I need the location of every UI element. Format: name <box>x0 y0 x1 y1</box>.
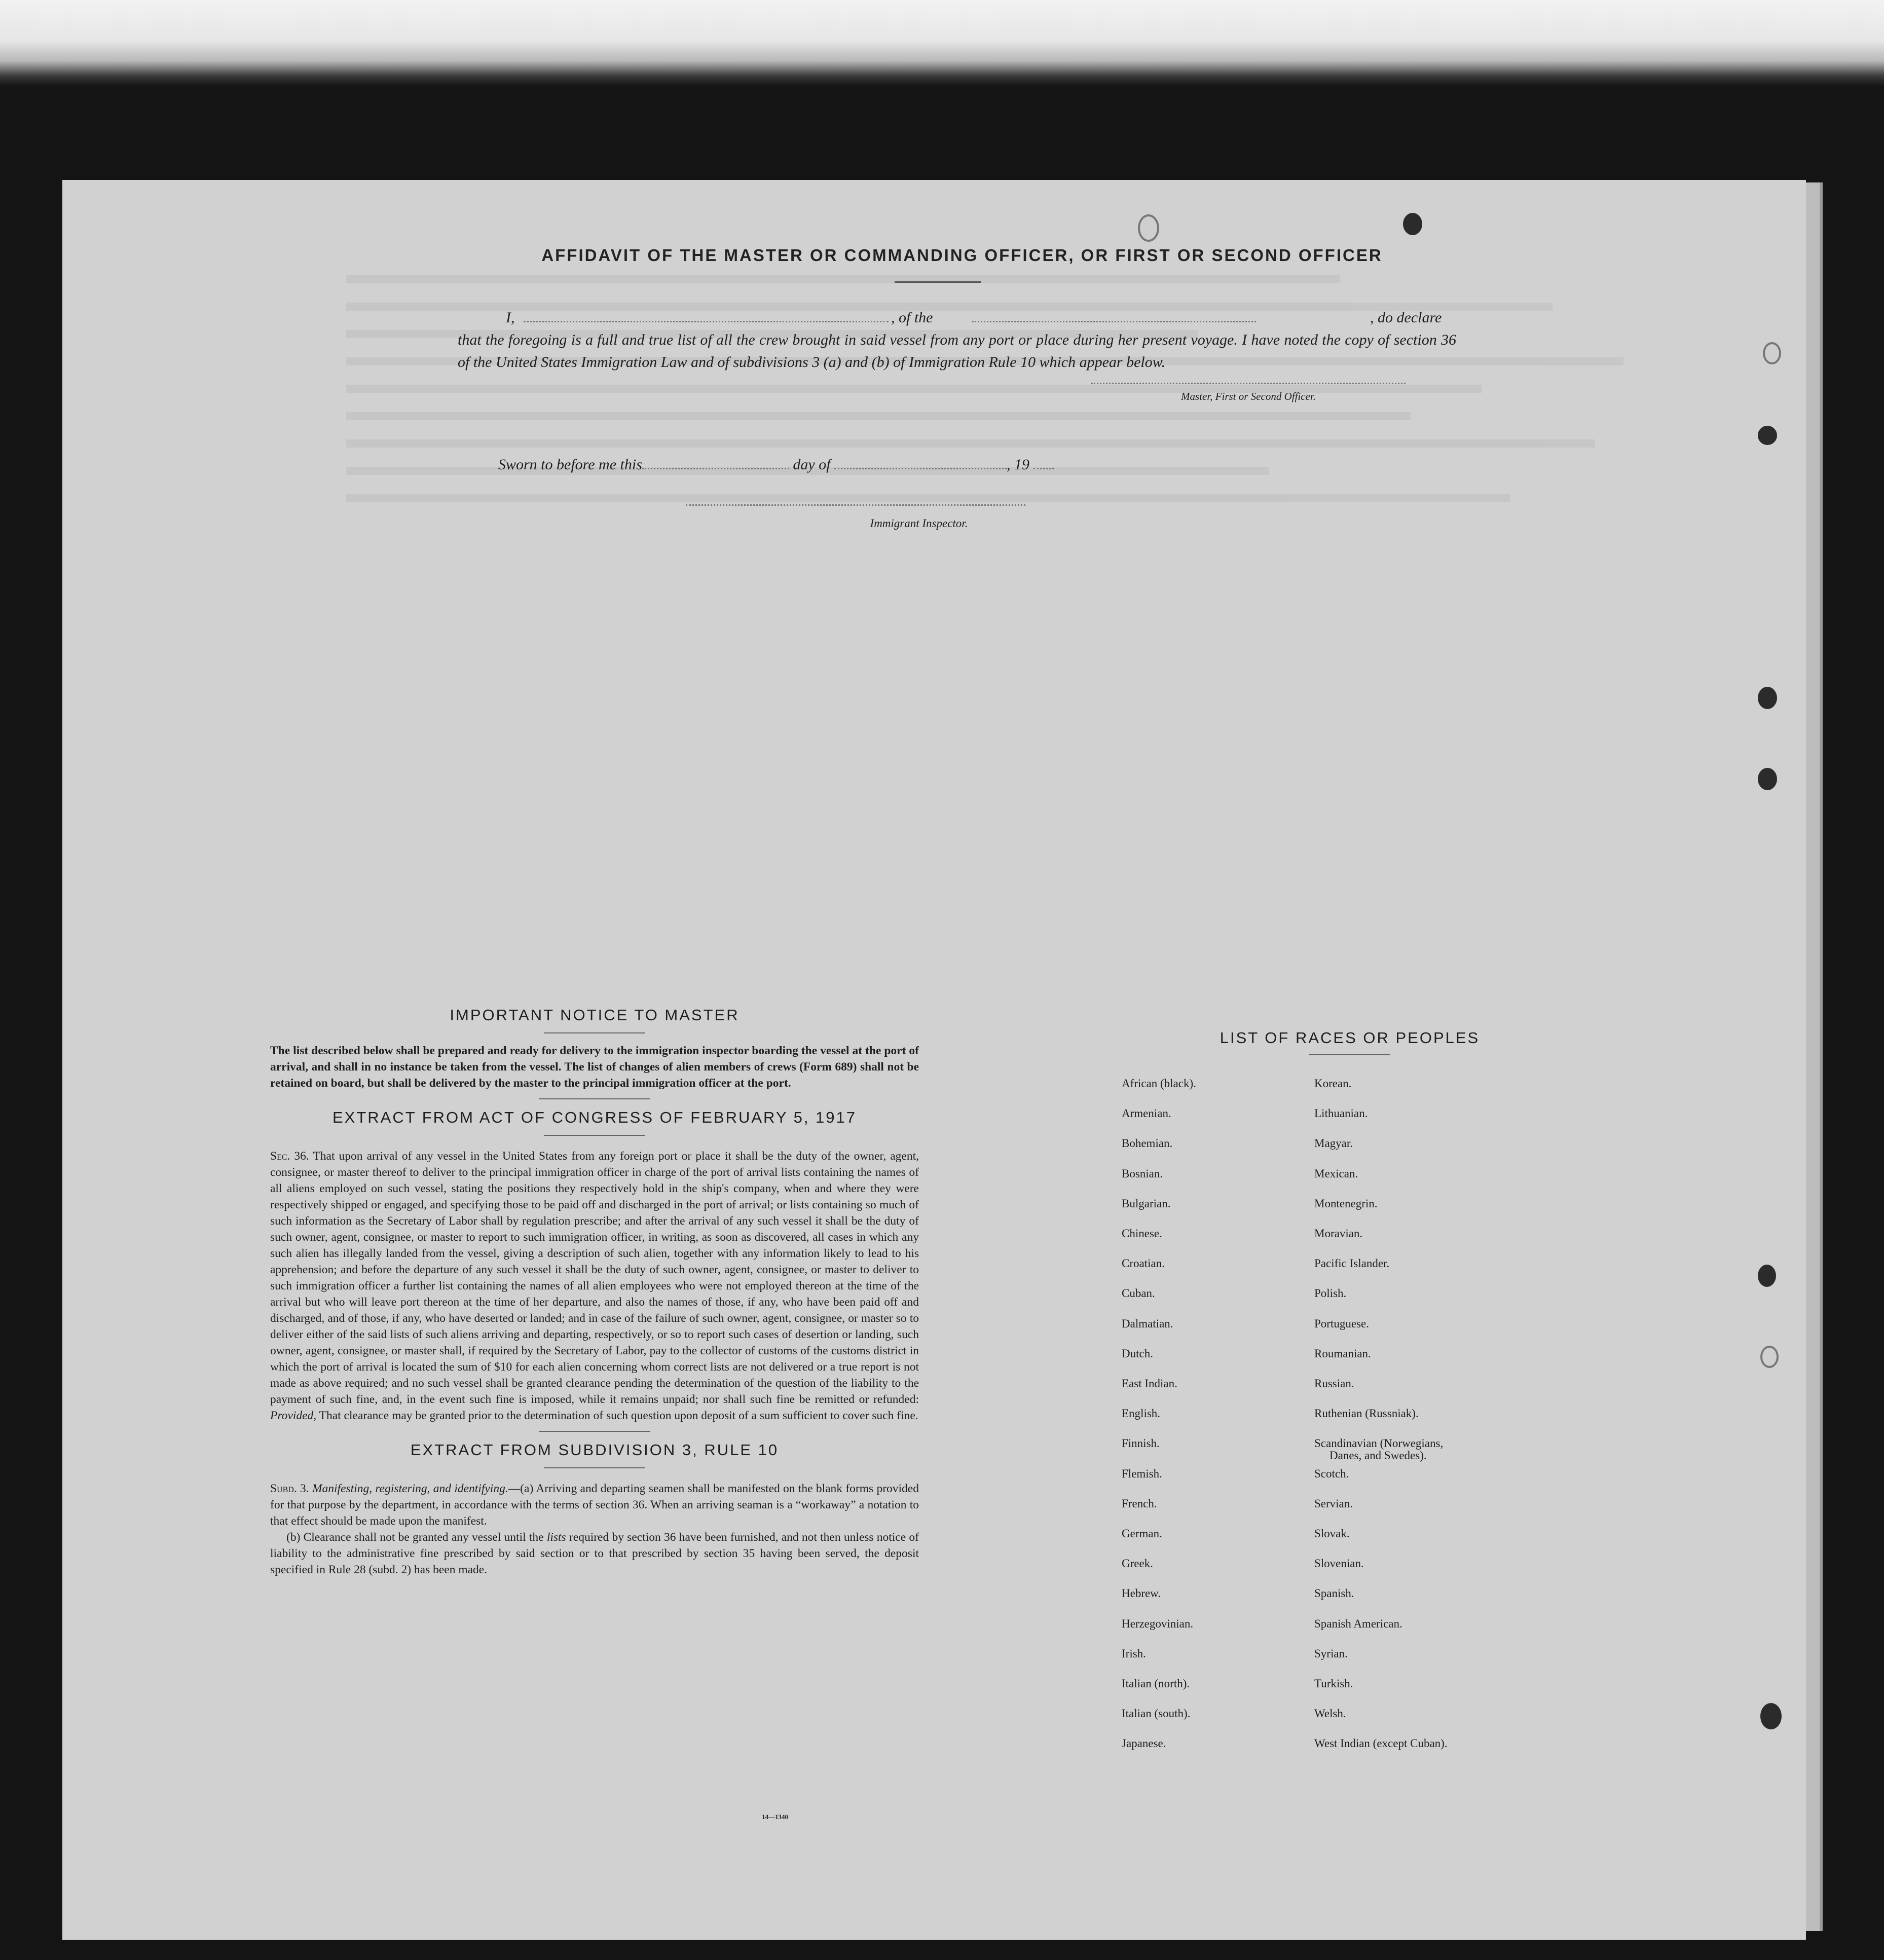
race-item: Korean. <box>1314 1077 1352 1090</box>
race-item: Japanese. <box>1122 1737 1166 1750</box>
subd-heading: Manifesting, registering, and identifying. <box>312 1482 508 1495</box>
race-item: Montenegrin. <box>1314 1197 1378 1210</box>
day-of-text: day of <box>793 456 831 473</box>
inspector-label: Immigrant Inspector. <box>870 517 968 530</box>
notice-rule <box>544 1032 645 1033</box>
document-page <box>62 180 1806 1940</box>
affidavit-body <box>458 307 1456 374</box>
divider <box>539 1098 650 1099</box>
act-extract-title: EXTRACT FROM ACT OF CONGRESS OF FEBRUARY 5, 1917 <box>332 1108 857 1126</box>
races-title: LIST OF RACES OR PEOPLES <box>1220 1029 1480 1047</box>
race-item: Scotch. <box>1314 1467 1349 1480</box>
race-item: Pacific Islander. <box>1314 1257 1390 1270</box>
punch-hole <box>1758 768 1777 790</box>
left-column <box>270 1006 919 1578</box>
race-item: Spanish. <box>1314 1587 1354 1600</box>
punch-hole <box>1758 1265 1776 1287</box>
do-declare-text: , do declare <box>1370 309 1442 326</box>
subd-a-paragraph <box>270 1481 919 1529</box>
sec-label: Sec. 36. <box>270 1150 309 1163</box>
year-prefix: , 19 <box>1007 456 1030 473</box>
races-rule <box>1309 1054 1390 1055</box>
affidavit-statement: that the foregoing is a full and true list of all the crew brought in said vessel from any port or place during her present voyage. I have noted the copy of section 36 of the United States Immigration Law and of subdivisions 3 (a) and (b) of Immigration Rule 10 which appear below. <box>458 331 1456 371</box>
vessel-blank <box>972 321 1256 322</box>
sworn-line <box>498 456 1054 473</box>
notice-title: IMPORTANT NOTICE TO MASTER <box>450 1006 740 1024</box>
master-signature-label: Master, First or Second Officer. <box>1181 390 1316 402</box>
race-item: Ruthenian (Russniak). <box>1314 1407 1419 1420</box>
title-underline <box>895 281 981 283</box>
race-item: Scandinavian (Norwegians, <box>1314 1437 1444 1450</box>
race-item: Polish. <box>1314 1287 1347 1300</box>
race-item: East Indian. <box>1122 1377 1177 1390</box>
race-item: Dalmatian. <box>1122 1317 1173 1330</box>
race-item: Mexican. <box>1314 1167 1358 1180</box>
sec-36-end: That clearance may be granted prior to the determination of such question upon deposit of a sum sufficient to cover such fine. <box>319 1409 918 1422</box>
race-item: French. <box>1122 1497 1157 1510</box>
race-item: West Indian (except Cuban). <box>1314 1737 1448 1750</box>
race-item: Danes, and Swedes). <box>1329 1449 1427 1462</box>
affidavit-title: AFFIDAVIT OF THE MASTER OR COMMANDING OFFICER, OR FIRST OR SECOND OFFICER <box>541 246 1383 265</box>
subd-label: Subd. 3. <box>270 1482 309 1495</box>
name-blank <box>524 321 889 322</box>
day-blank <box>642 468 789 469</box>
scanner-top-strip <box>0 0 1884 86</box>
race-item: Chinese. <box>1122 1227 1162 1240</box>
subd-b-paragraph <box>270 1529 919 1578</box>
punch-hole <box>1758 687 1777 709</box>
punch-hole <box>1403 213 1422 235</box>
i-word: I, <box>506 309 515 326</box>
race-item: Portuguese. <box>1314 1317 1369 1330</box>
race-item: Turkish. <box>1314 1677 1353 1690</box>
master-signature-line <box>1091 383 1406 384</box>
race-item: Bohemian. <box>1122 1137 1173 1150</box>
race-item: Magyar. <box>1314 1137 1353 1150</box>
race-item: Bosnian. <box>1122 1167 1163 1180</box>
race-item: Italian (south). <box>1122 1707 1191 1720</box>
race-item: Slovenian. <box>1314 1557 1364 1570</box>
race-item: Russian. <box>1314 1377 1354 1390</box>
punch-hole <box>1760 1703 1782 1729</box>
race-item: Irish. <box>1122 1647 1146 1660</box>
race-item: Flemish. <box>1122 1467 1162 1480</box>
sworn-prefix: Sworn to before me this <box>498 456 642 473</box>
subd-b-text: required by section 36 have been furnished, and not then unless notice of liability to the administrative fine prescribed by said section or to that prescribed by section 35 having been served, the deposit specified in Rule 28 (subd. 2) has been made. <box>270 1531 919 1576</box>
inspector-signature-line <box>686 504 1025 506</box>
of-the-text: , of the <box>891 309 933 326</box>
race-item: Lithuanian. <box>1314 1107 1368 1120</box>
declaration-line <box>458 307 1456 329</box>
month-blank <box>834 468 1007 469</box>
race-item: Finnish. <box>1122 1437 1160 1450</box>
race-item: Bulgarian. <box>1122 1197 1171 1210</box>
punch-hole <box>1138 214 1159 242</box>
race-item: Slovak. <box>1314 1527 1350 1540</box>
subd-b-prefix: (b) Clearance shall not be granted any vessel until the <box>286 1531 544 1544</box>
rule-extract-title: EXTRACT FROM SUBDIVISION 3, RULE 10 <box>410 1441 779 1459</box>
race-item: English. <box>1122 1407 1161 1420</box>
race-item: Dutch. <box>1122 1347 1153 1360</box>
race-item: Welsh. <box>1314 1707 1346 1720</box>
punch-hole <box>1758 426 1777 445</box>
race-item: Herzegovinian. <box>1122 1617 1194 1630</box>
rule-extract-rule <box>544 1467 645 1468</box>
divider <box>539 1431 650 1432</box>
race-item: Croatian. <box>1122 1257 1165 1270</box>
notice-body: The list described below shall be prepared and ready for delivery to the immigration inspector boarding the vessel at the port of arrival, and shall in no instance be taken from the vessel. The list of changes of alien members of crews (Form 689) shall not be retained on board, but shall be delivered by the master to the principal immigration officer at the port. <box>270 1044 919 1090</box>
form-number: 14—1340 <box>762 1813 788 1821</box>
race-item: Hebrew. <box>1122 1587 1161 1600</box>
race-item: Spanish American. <box>1314 1617 1402 1630</box>
race-item: Servian. <box>1314 1497 1353 1510</box>
lists-word: lists <box>546 1531 566 1544</box>
race-item: African (black). <box>1122 1077 1196 1090</box>
race-item: Cuban. <box>1122 1287 1155 1300</box>
provided-word: Provided, <box>270 1409 317 1422</box>
year-blank <box>1033 468 1054 469</box>
race-item: Syrian. <box>1314 1647 1348 1660</box>
subd-a-text: —(a) Arriving and departing seamen shall be manifested on the blank forms provided for that purpose by the department, in accordance with the terms of section 36. When an arriving seaman is a “workaway” a notation to that effect should be made upon the manifest. <box>270 1482 919 1528</box>
race-item: Armenian. <box>1122 1107 1171 1120</box>
act-extract-body <box>270 1148 919 1424</box>
race-item: Roumanian. <box>1314 1347 1371 1360</box>
punch-hole <box>1760 1346 1779 1368</box>
sec-36-text: That upon arrival of any vessel in the United States from any foreign port or place it shall be the duty of the owner, agent, consignee, or master thereof to deliver to the principal immigration officer in charge of the port of arrival lists containing the names of all aliens employed on such vessel, stating the positions they respectively hold in the ship's company, when and where they were respectively shipped or engaged, and specifying those to be paid off and discharged in the port of arrival; or lists containing so much of such information as the Secretary of Labor shall by regulation prescribe; and after the arrival of any such vessel it shall be the duty of such owner, agent, consignee, or master to report to such immigration officer, in writing, as soon as discovered, all cases in which any such alien has illegally landed from the vessel, giving a description of such alien, together with any information likely to lead to his apprehension; and before the departure of any such vessel it shall be the duty of such owner, agent, consignee, or master to deliver to such immigration officer a further list containing the names of all alien employees who were not employed thereon at the time of the arrival but who will leave port thereon at the time of her departure, and also the names of those, if any, who have been paid off and discharged, and of those, if any, who have deserted or landed; and in case of the failure of such owner, agent, consignee, or master so to deliver either of the said lists of such aliens arriving and departing, respectively, or so to report such cases of desertion or landing, such owner, agent, consignee, or master shall, if required by the Secretary of Labor, pay to the collector of customs of the customs district in which the port of arrival is located the sum of $10 for each alien concerning whom correct lists are not delivered or a true report is not made as above required; and no such vessel shall be granted clearance pending the determination of the question of the liability to the payment of such fine, and, in the event such fine is imposed, while it remains unpaid; nor shall such fine be remitted or refunded: <box>270 1150 919 1406</box>
act-extract-rule <box>544 1135 645 1136</box>
race-item: Italian (north). <box>1122 1677 1190 1690</box>
race-item: Greek. <box>1122 1557 1153 1570</box>
race-item: Moravian. <box>1314 1227 1363 1240</box>
race-item: German. <box>1122 1527 1162 1540</box>
races-column <box>1122 1029 1578 1750</box>
punch-hole <box>1763 342 1781 364</box>
